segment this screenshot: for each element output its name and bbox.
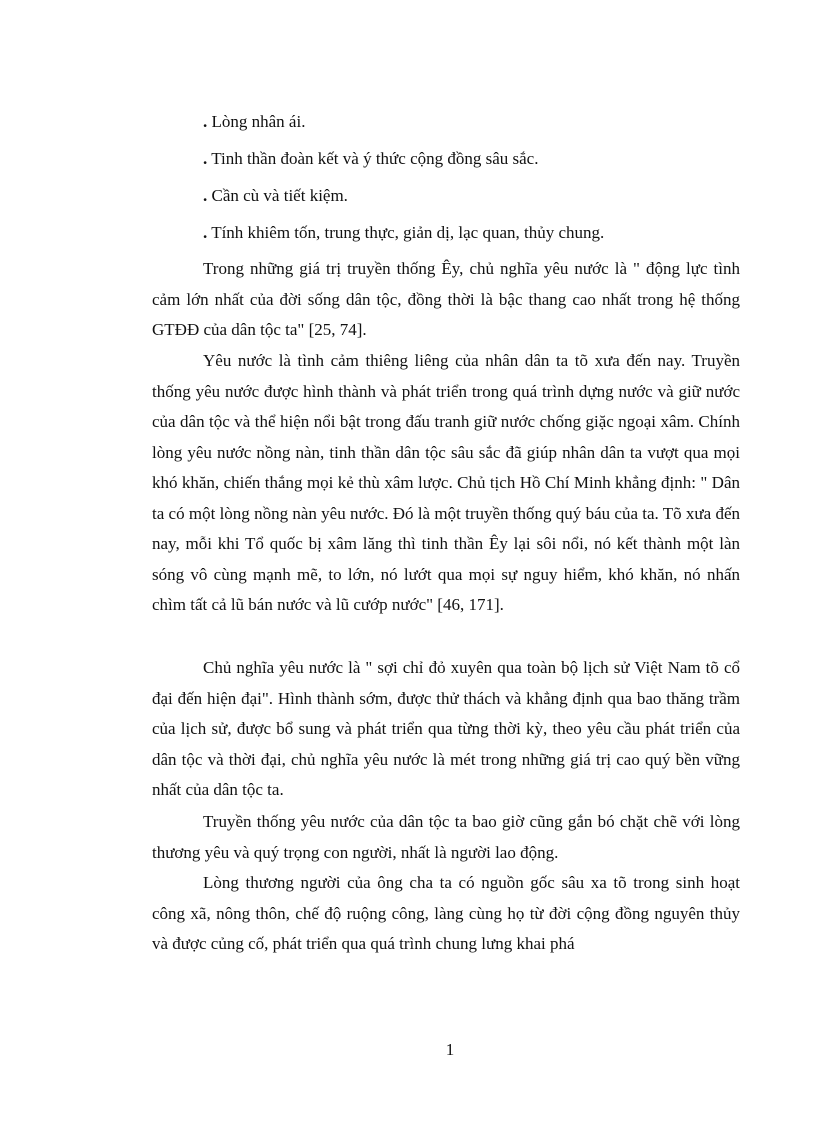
paragraph-text: Trong những giá trị truyền thống Êy, chủ nghĩa yêu nước là " động lực tình cảm lớn nhất của đời sống dân tộc, đồng thời là bậc thang cao nhất trong hệ thống GTĐĐ của dân tộc ta" [25, 74]. (152, 259, 740, 339)
paragraph-text: Lòng thương người của ông cha ta có nguồn gốc sâu xa tõ trong sinh hoạt công xã, nông thôn, chế độ ruộng công, làng cùng họ từ đời cộng đồng nguyên thủy và được củng cố, phát triển qua quá trình chung lưng khai phá (152, 873, 740, 953)
paragraph-patriotism (152, 346, 740, 621)
page-number: 1 (445, 1040, 455, 1059)
paragraph-text: Chủ nghĩa yêu nước là " sợi chỉ đỏ xuyên qua toàn bộ lịch sử Việt Nam tõ cổ đại đến hiện đại". Hình thành sớm, được thử thách và khẳng định qua bao thăng trầm của lịch sử, được bổ sung và phát triển qua từng thời kỳ, theo yêu cầu phát triển của dân tộc và thời đại, chủ nghĩa yêu nước là mét trong những giá trị cao quý bền vững nhất của dân tộc ta. (152, 658, 740, 799)
bullet-marker: . (203, 186, 208, 205)
paragraph-love-of-people (152, 807, 740, 868)
paragraph-origins (152, 868, 740, 960)
list-item (203, 147, 743, 171)
paragraph-text: Truyền thống yêu nước của dân tộc ta bao giờ cũng gắn bó chặt chẽ với lòng thương yêu và quý trọng con người, nhất là người lao động. (152, 812, 740, 862)
list-item-text: Lòng nhân ái. (207, 112, 306, 131)
list-item (203, 110, 743, 134)
list-item (203, 221, 743, 245)
paragraph-text: Yêu nước là tình cảm thiêng liêng của nhân dân ta tõ xưa đến nay. Truyền thống yêu nước được hình thành và phát triển trong quá trình dựng nước và giữ nước của dân tộc và thể hiện nổi bật trong đấu tranh giữ nước chống giặc ngoại xâm. Chính lòng yêu nước nồng nàn, tinh thần dân tộc sâu sắc đã giúp nhân dân ta vượt qua mọi khó khăn, chiến thắng mọi kẻ thù xâm lược. Chủ tịch Hồ Chí Minh khẳng định: " Dân ta có một lòng nồng nàn yêu nước. Đó là một truyền thống quý báu của ta. Tõ xưa đến nay, mỗi khi Tổ quốc bị xâm lăng thì tinh thần Êy lại sôi nổi, nó kết thành một làn sóng vô cùng mạnh mẽ, to lớn, nó lướt qua mọi sự nguy hiểm, khó khăn, nó nhấn chìm tất cả lũ bán nước và lũ cướp nước" [46, 171]. (152, 351, 740, 614)
list-item-text: Tinh thần đoàn kết và ý thức cộng đồng sâu sắc. (207, 149, 539, 168)
bullet-marker: . (203, 112, 208, 131)
list-item (203, 184, 743, 208)
paragraph-traditional-values (152, 254, 740, 346)
paragraph-red-thread (152, 653, 740, 806)
list-item-text: Tính khiêm tốn, trung thực, giản dị, lạc quan, thủy chung. (207, 223, 605, 242)
value-list (203, 110, 743, 258)
bullet-marker: . (203, 149, 208, 168)
bullet-marker: . (203, 223, 208, 242)
list-item-text: Cần cù và tiết kiệm. (207, 186, 348, 205)
